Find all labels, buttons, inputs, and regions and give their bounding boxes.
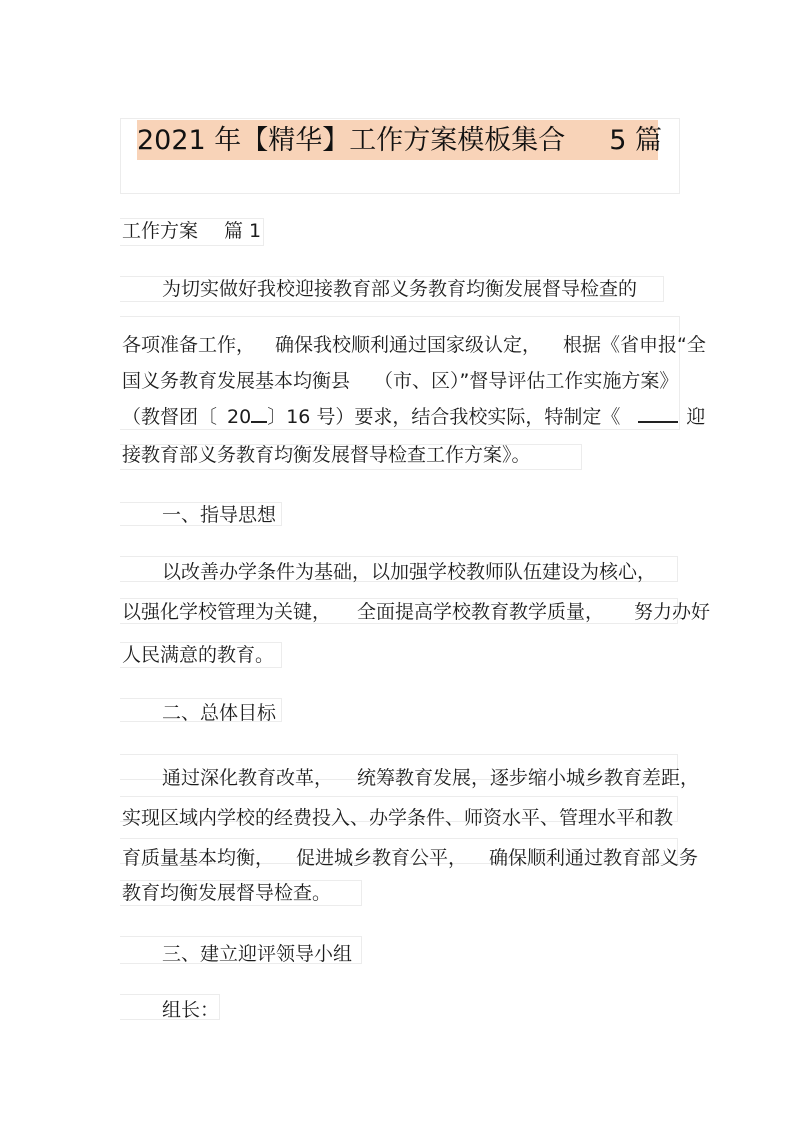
part2-line2: 实现区域内学校的经费投入、办学条件、师资水平、管理水平和教	[122, 807, 674, 829]
part3-heading: 三、建立迎评领导小组	[162, 943, 353, 965]
title-main: 2021 年【精华】工作方案模板集合	[137, 125, 566, 156]
part1-line2-part-b: 全面提高学校教育教学质量，	[357, 601, 605, 623]
intro-line2-part-a: 各项准备工作，	[122, 334, 256, 356]
part2-heading: 二、总体目标	[162, 702, 277, 724]
document-title	[137, 124, 663, 158]
intro-line3-part-b: （市、区）”督导评估工作实施方案》	[374, 370, 679, 392]
intro-line3	[122, 369, 678, 393]
part2-line3-part-c: 确保顺利通过教育部义务	[489, 847, 699, 869]
part1-line3: 人民满意的教育。	[122, 644, 275, 666]
intro-line2-part-b: 确保我校顺利通过国家级认定，	[275, 334, 542, 356]
intro-line5: 接教育部义务教育均衡发展督导检查工作方案》。	[122, 444, 531, 466]
section-heading-number: 篇 1	[224, 220, 262, 242]
part2-line3	[122, 846, 698, 870]
part1-line1: 以改善办学条件为基础，以加强学校教师队伍建设为核心，	[162, 561, 657, 583]
title-count: 5 篇	[609, 125, 663, 156]
intro-line4-year: 20	[227, 406, 252, 428]
part2-line4: 教育均衡发展督导检查。	[122, 882, 332, 904]
intro-line2	[122, 333, 706, 357]
part1-line2-part-a: 以强化学校管理为关键，	[122, 601, 332, 623]
section-heading	[122, 219, 261, 243]
part2-line3-part-b: 促进城乡教育公平，	[296, 847, 468, 869]
intro-line4-part-a: （教督团〔	[122, 406, 218, 428]
intro-line4-part-c: 〕16 号）要求，结合我校实际，特制定《	[267, 406, 621, 428]
intro-name-blank	[638, 421, 678, 423]
part2-line3-part-a: 育质量基本均衡，	[122, 847, 275, 869]
part2-line1	[162, 766, 699, 790]
section-heading-label: 工作方案	[122, 220, 199, 242]
intro-year-blank	[251, 421, 267, 423]
intro-line4	[122, 405, 705, 429]
part3-leader: 组长：	[162, 999, 220, 1021]
part1-heading: 一、指导思想	[162, 504, 277, 526]
part1-line2	[122, 600, 710, 624]
part1-line2-part-c: 努力办好	[634, 601, 711, 623]
part2-line1-part-a: 通过深化教育改革，	[162, 767, 334, 789]
part2-line1-part-b: 统筹教育发展，逐步缩小城乡教育差距，	[357, 767, 700, 789]
intro-line1: 为切实做好我校迎接教育部义务教育均衡发展督导检查的	[162, 278, 638, 300]
intro-line4-part-d: 迎	[686, 406, 706, 428]
intro-line3-part-a: 国义务教育发展基本均衡县	[122, 370, 351, 392]
intro-line2-part-c: 根据《省申报“全	[563, 334, 706, 356]
